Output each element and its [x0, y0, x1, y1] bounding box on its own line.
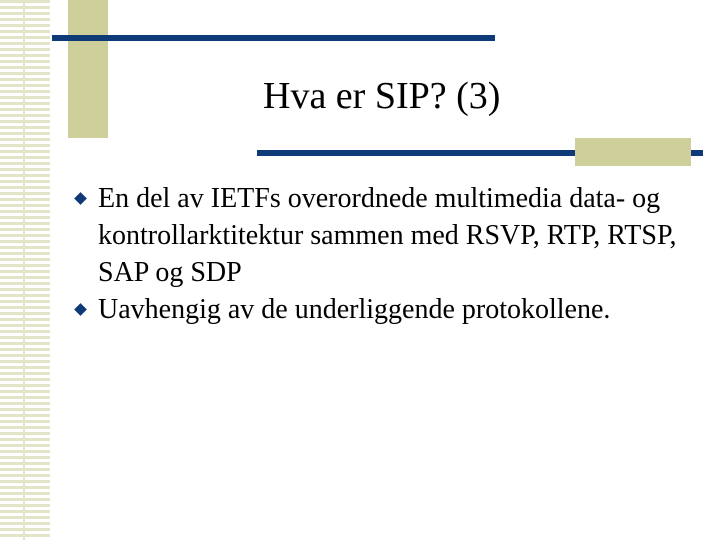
bullet-text: Uavhengig av de underliggende protokollene. [98, 294, 611, 325]
decorative-rule-top [52, 35, 495, 41]
bullet-item [76, 180, 696, 291]
decorative-tan-block-bottom [575, 138, 691, 166]
slide-title: Hva er SIP? (3) [263, 75, 501, 117]
bullet-text: En del av IETFs overordnede multimedia data- og kontrollarktitektur sammen med RSVP, RTP, RTSP, SAP og SDP [98, 183, 677, 288]
bullet-item [76, 291, 696, 328]
diamond-bullet-icon [74, 303, 87, 316]
diamond-bullet-icon [74, 192, 87, 205]
bullet-list [76, 180, 696, 328]
decorative-side-strip [0, 0, 50, 540]
decorative-tan-block-top [68, 0, 108, 138]
